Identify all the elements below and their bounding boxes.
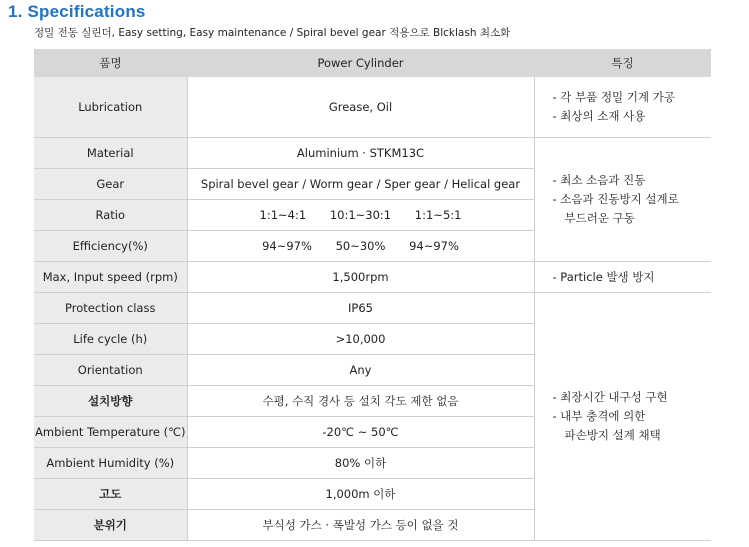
- row-name: Gear: [34, 169, 187, 200]
- efficiency-value: 94~97%: [262, 239, 312, 253]
- row-value: IP65: [187, 293, 534, 324]
- row-value: [187, 231, 534, 262]
- feature-line: - 내부 충격에 의한: [552, 409, 646, 423]
- header-product: Power Cylinder: [187, 49, 534, 77]
- feature-cell: [534, 262, 711, 293]
- row-value: 부식성 가스 · 폭발성 가스 등이 없을 것: [187, 510, 534, 541]
- feature-cell: [534, 293, 711, 541]
- row-value: >10,000: [187, 324, 534, 355]
- feature-line: 부드러운 구동: [564, 211, 635, 225]
- row-name: Life cycle (h): [34, 324, 187, 355]
- row-name: Ambient Temperature (℃): [34, 417, 187, 448]
- row-name: Material: [34, 138, 187, 169]
- table-row: [34, 77, 711, 138]
- table-row: [34, 262, 711, 293]
- row-name: 설치방향: [34, 386, 187, 417]
- row-name: Protection class: [34, 293, 187, 324]
- ratio-value: 1:1~4:1: [259, 208, 307, 222]
- row-value: Grease, Oil: [187, 77, 534, 138]
- row-value: [187, 200, 534, 231]
- section-subtitle: 정밀 전동 실린더, Easy setting, Easy maintenance / Spiral bevel gear 적용으로 Blcklash 최소화: [34, 27, 511, 39]
- ratio-value: 10:1~30:1: [329, 208, 392, 222]
- feature-line: - Particle 발생 방지: [552, 269, 655, 284]
- row-name: Lubrication: [34, 77, 187, 138]
- row-name: Efficiency(%): [34, 231, 187, 262]
- row-value: 1,000m 이하: [187, 479, 534, 510]
- efficiency-value: 94~97%: [409, 239, 459, 253]
- row-name: Max, Input speed (rpm): [34, 262, 187, 293]
- row-name: Ratio: [34, 200, 187, 231]
- row-value: 수평, 수직 경사 등 설치 각도 제한 없음: [187, 386, 534, 417]
- specifications-table: [34, 49, 711, 541]
- row-value: 1,500rpm: [187, 262, 534, 293]
- feature-line: - 최상의 소재 사용: [552, 109, 646, 123]
- feature-cell: [534, 138, 711, 262]
- row-name: Ambient Humidity (%): [34, 448, 187, 479]
- row-name: 고도: [34, 479, 187, 510]
- feature-line: - 소음과 진동방지 설계로: [552, 192, 679, 206]
- header-name: 품명: [34, 49, 187, 77]
- row-value: 80% 이하: [187, 448, 534, 479]
- feature-line: - 각 부품 정밀 기계 가공: [552, 90, 675, 104]
- efficiency-value: 50~30%: [335, 239, 386, 253]
- row-value: Any: [187, 355, 534, 386]
- table-header-row: [34, 49, 711, 77]
- section-title: 1. Specifications: [8, 2, 146, 21]
- table-row: [34, 293, 711, 324]
- feature-line: 파손방지 설계 채택: [564, 428, 661, 442]
- feature-cell: [534, 77, 711, 138]
- row-value: Spiral bevel gear / Worm gear / Sper gear / Helical gear: [187, 169, 534, 200]
- row-name: Orientation: [34, 355, 187, 386]
- feature-line: - 최소 소음과 진동: [552, 173, 646, 187]
- header-features: 특징: [534, 49, 711, 77]
- row-value: Aluminium · STKM13C: [187, 138, 534, 169]
- ratio-value: 1:1~5:1: [414, 208, 462, 222]
- row-name: 분위기: [34, 510, 187, 541]
- feature-line: - 최장시간 내구성 구현: [552, 390, 668, 404]
- row-value: -20℃ ~ 50℃: [187, 417, 534, 448]
- table-row: [34, 138, 711, 169]
